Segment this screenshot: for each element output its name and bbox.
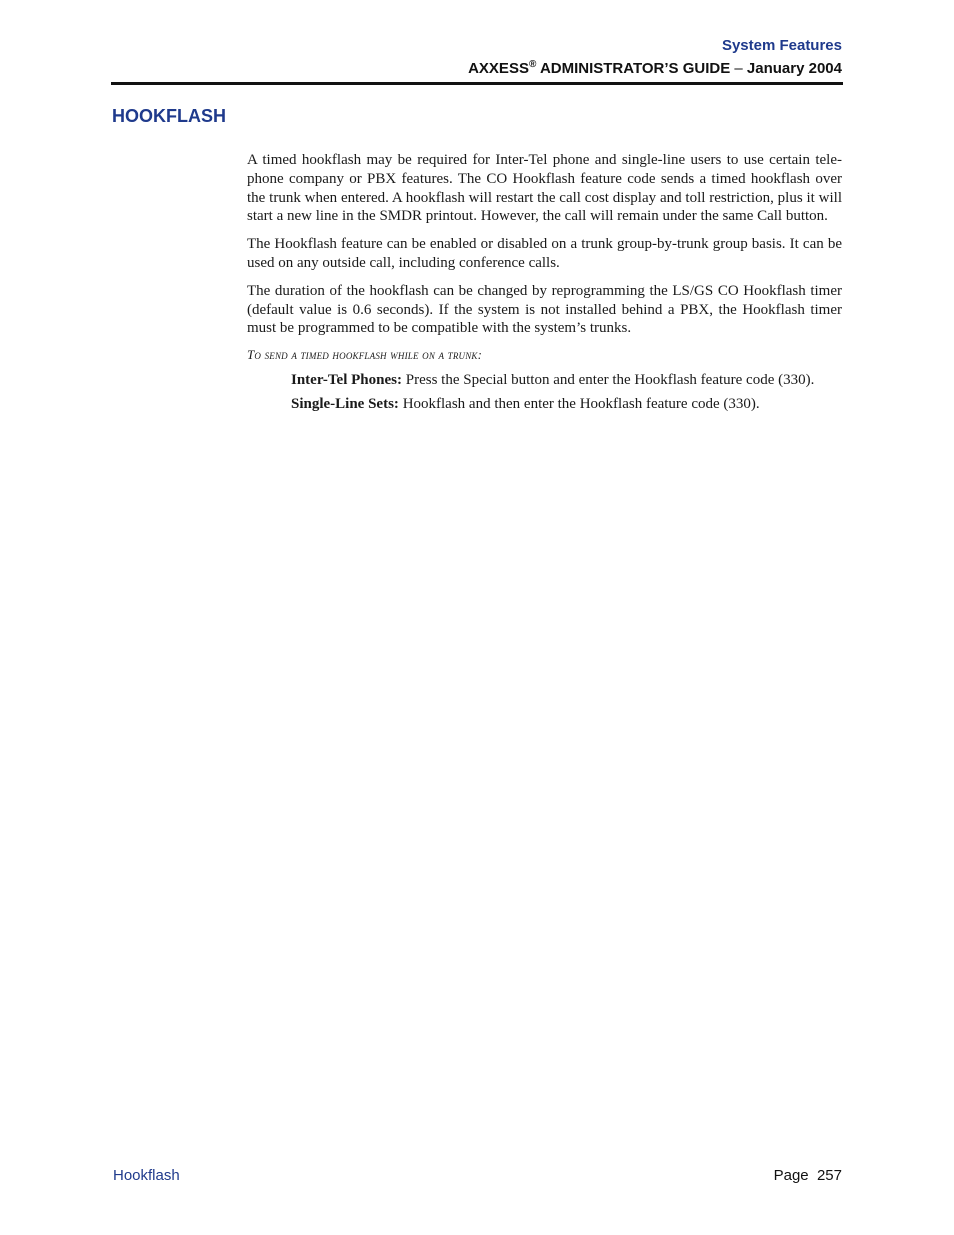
footer-section-name: Hookflash [113,1167,180,1184]
header-product: AXXESS [468,60,529,77]
paragraph: A timed hookflash may be required for Inter-Tel phone and single-line users to use certain tele-phone company or PBX features. The CO Hookflash feature code sends a timed hookflash over the trunk when entered. A hookflash will restart the call cost display and toll restriction, plus it will start a new line in the SMDR printout. However, the call will remain under the same Call button. [247,152,842,225]
footer-page-number: Page 257 [773,1167,842,1184]
paragraph: The duration of the hookflash can be changed by reprogramming the LS/GS CO Hookflash timer (default value is 0.6 seconds). If the system is not installed behind a PBX, the Hookflash timer must be programmed to be compatible with the system’s trunks. [247,282,842,337]
header-date: January 2004 [746,60,842,77]
step-label: Single-Line Sets: [291,395,399,412]
body-content [247,151,842,419]
header-guide-title [468,60,842,77]
step-text: Hookflash and then enter the Hookflash feature code (330). [398,395,760,412]
page-title: HOOKFLASH [112,106,226,126]
step-label: Inter-Tel Phones: [291,372,402,389]
registered-mark: ® [528,59,537,70]
paragraph: The Hookflash feature can be enabled or disabled on a trunk group-by-trunk group basis. It can be used on any outside call, including conference calls. [247,236,842,271]
header-guide: ADMINISTRATOR’S GUIDE [536,60,731,77]
procedure-step [291,371,842,390]
header-rule [111,82,843,85]
procedure-step [291,395,842,414]
header-dash: – [730,60,747,77]
header-section-title: System Features [721,37,842,54]
step-text: Press the Special button and enter the Hookflash feature code (330). [401,372,815,389]
procedure-heading: To send a timed hookflash while on a trunk: [247,347,483,363]
